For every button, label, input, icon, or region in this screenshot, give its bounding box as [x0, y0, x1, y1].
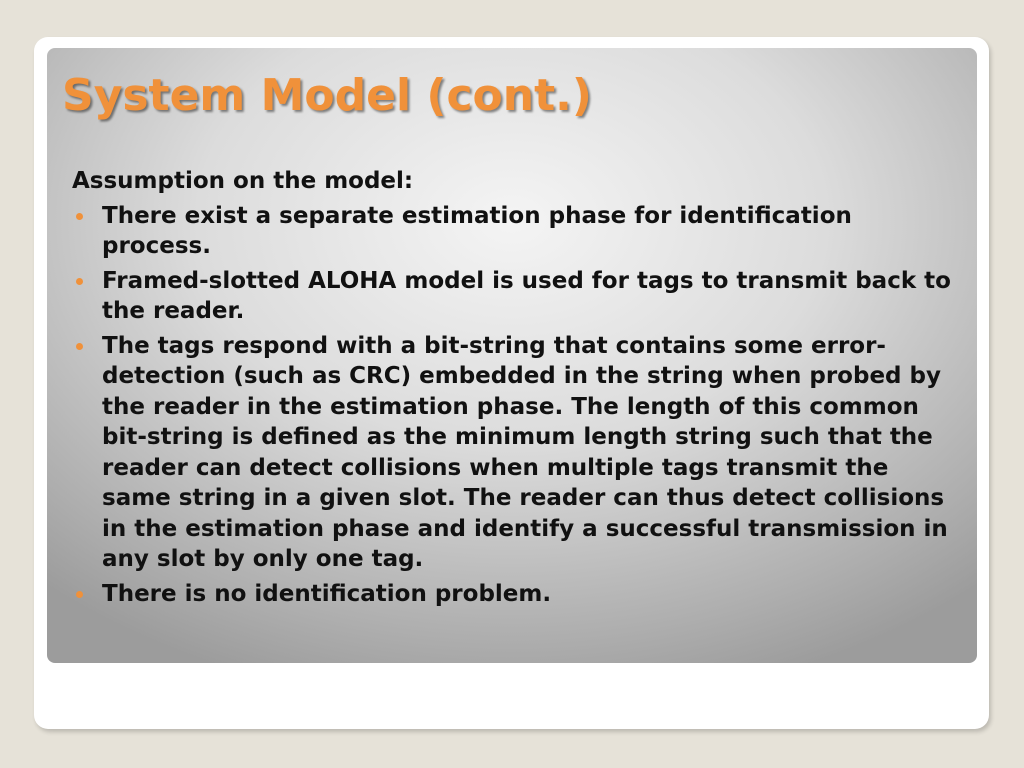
bullet-dot-icon [76, 591, 83, 598]
bullet-text: The tags respond with a bit-string that contains some error-detection (such as CRC) embedded in the string when probed by the reader in the estimation phase. The length of this common bit-string is defined as the minimum length string such that the reader can detect collisions when multiple tags transmit the same string in a given slot. The reader can thus detect collisions in the estimation phase and identify a successful transmission in any slot by only one tag. [102, 332, 948, 572]
bullet-item [72, 201, 962, 262]
bullet-text: There exist a separate estimation phase for identification process. [102, 202, 852, 259]
bullet-dot-icon [76, 278, 83, 285]
bullet-dot-icon [76, 343, 83, 350]
slide-body [72, 166, 962, 613]
intro-text: Assumption on the model: [72, 168, 414, 194]
slide-title: System Model (cont.) [62, 70, 592, 121]
bullet-item [72, 579, 962, 610]
bullet-text: Framed-slotted ALOHA model is used for tags to transmit back to the reader. [102, 267, 951, 324]
bullet-list [72, 201, 962, 610]
bullet-dot-icon [76, 213, 83, 220]
bullet-item [72, 266, 962, 327]
bullet-text: There is no identification problem. [102, 580, 552, 607]
bullet-item [72, 331, 962, 575]
